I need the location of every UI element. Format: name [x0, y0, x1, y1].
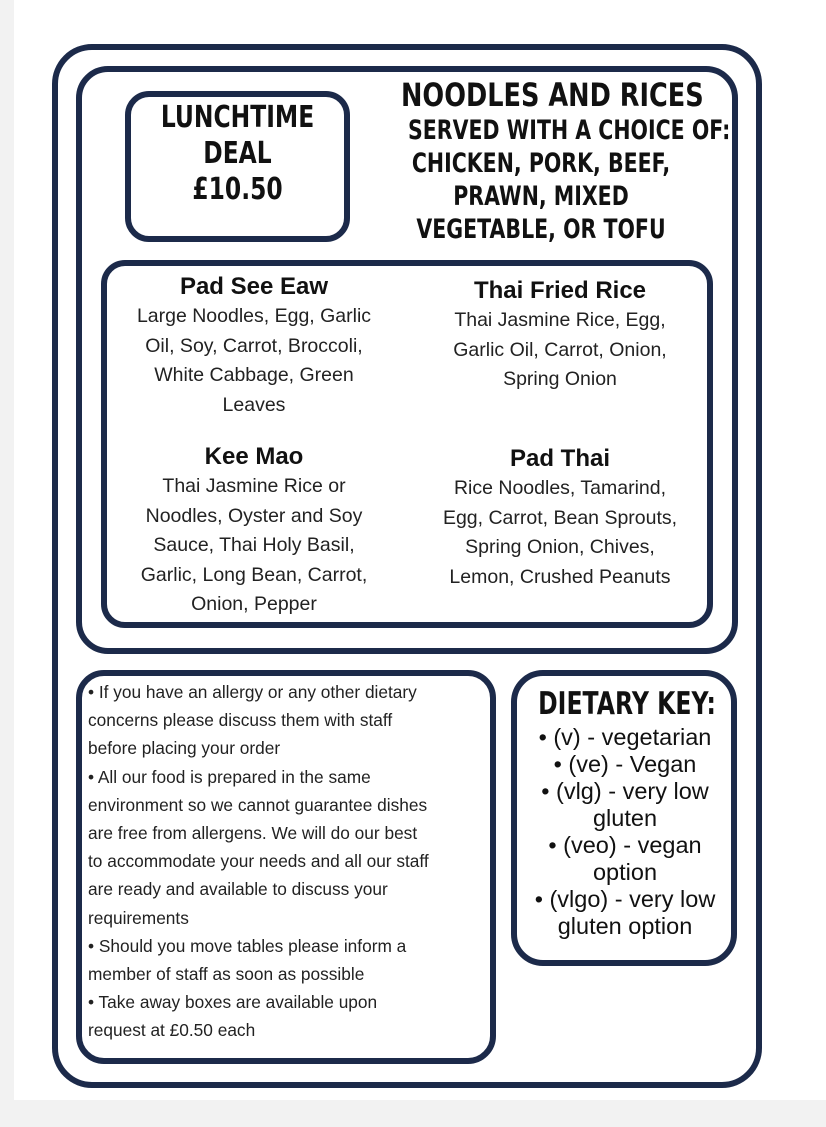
- dish-desc-line: Oil, Soy, Carrot, Broccoli,: [145, 334, 363, 357]
- dish-desc-line: Sauce, Thai Holy Basil,: [153, 534, 355, 556]
- dish-pad-thai: [420, 444, 700, 592]
- dish-name: Pad Thai: [509, 445, 611, 472]
- dish-description: [114, 472, 394, 620]
- dish-name: Kee Mao: [204, 443, 304, 470]
- dietary-key-list: [514, 724, 736, 940]
- allergy-line: are free from allergens. We will do our best: [88, 823, 418, 844]
- dish-desc-line: Rice Noodles, Tamarind,: [453, 477, 667, 499]
- dish-description: [114, 302, 394, 420]
- dish-desc-line: Thai Jasmine Rice, Egg,: [454, 309, 666, 331]
- allergy-line: are ready and available to discuss your: [88, 879, 388, 900]
- allergy-line: • Take away boxes are available upon: [88, 992, 378, 1013]
- dish-desc-line: Lemon, Crushed Peanuts: [449, 565, 671, 588]
- dietary-key-title: DIETARY KEY:: [538, 686, 716, 722]
- dietary-key-line: • (ve) - Vegan: [553, 751, 697, 777]
- allergy-line: concerns please discuss them with staff: [88, 710, 393, 731]
- dish-description: [420, 306, 700, 395]
- allergy-info-text: [88, 678, 492, 1045]
- allergy-line: • Should you move tables please inform a: [88, 935, 407, 956]
- dish-desc-line: Noodles, Oyster and Soy: [145, 504, 363, 527]
- choice-line-4: VEGETABLE, OR TOFU: [416, 214, 666, 245]
- dish-kee-mao: [114, 442, 394, 620]
- dish-thai-fried-rice: [420, 276, 700, 395]
- dish-desc-line: Spring Onion, Chives,: [465, 536, 655, 558]
- dish-name: Pad See Eaw: [179, 273, 329, 300]
- dish-desc-line: White Cabbage, Green: [154, 364, 354, 386]
- dietary-key-line: option: [592, 859, 658, 885]
- allergy-line: request at £0.50 each: [88, 1020, 256, 1041]
- dietary-key-line: • (v) - vegetarian: [538, 724, 712, 750]
- section-title: NOODLES AND RICES: [401, 76, 704, 114]
- allergy-line: before placing your order: [88, 738, 281, 759]
- dietary-key-line: gluten option: [557, 913, 693, 939]
- allergy-line: to accommodate your needs and all our staff: [88, 851, 429, 872]
- deal-price: £10.50: [192, 172, 283, 207]
- allergy-line: member of staff as soon as possible: [88, 964, 365, 985]
- lunchtime-deal-heading: [150, 100, 326, 208]
- dish-desc-line: Garlic, Long Bean, Carrot,: [140, 563, 368, 586]
- dietary-key-line: • (veo) - vegan: [548, 832, 702, 858]
- allergy-line: environment so we cannot guarantee dishes: [88, 794, 428, 815]
- dish-desc-line: Onion, Pepper: [191, 593, 317, 615]
- allergy-line: • All our food is prepared in the same: [88, 766, 371, 787]
- choice-line-3: PRAWN, MIXED: [453, 181, 629, 212]
- dish-description: [420, 474, 700, 592]
- dish-desc-line: Large Noodles, Egg, Garlic: [136, 305, 372, 327]
- dish-desc-line: Egg, Carrot, Bean Sprouts,: [442, 506, 678, 529]
- allergy-line: • If you have an allergy or any other dietary: [88, 682, 417, 702]
- choice-line-1: SERVED WITH A CHOICE OF:: [408, 115, 731, 146]
- dish-desc-line: Leaves: [222, 393, 286, 416]
- noodles-rices-heading: [366, 76, 731, 246]
- deal-line-2: DEAL: [203, 136, 272, 171]
- dish-desc-line: Garlic Oil, Carrot, Onion,: [453, 338, 667, 361]
- dish-desc-line: Spring Onion: [503, 368, 617, 390]
- dietary-key-line: • (vlg) - very low: [541, 778, 709, 804]
- dish-pad-see-eaw: [114, 272, 394, 420]
- choice-line-2: CHICKEN, PORK, BEEF,: [411, 148, 671, 179]
- dish-name: Thai Fried Rice: [473, 277, 647, 304]
- deal-line-1: LUNCHTIME: [160, 100, 315, 135]
- dish-desc-line: Thai Jasmine Rice or: [162, 475, 346, 497]
- dietary-key-line: gluten: [592, 805, 658, 831]
- dietary-key-line: • (vlgo) - very low: [534, 886, 716, 912]
- allergy-line: requirements: [88, 907, 189, 928]
